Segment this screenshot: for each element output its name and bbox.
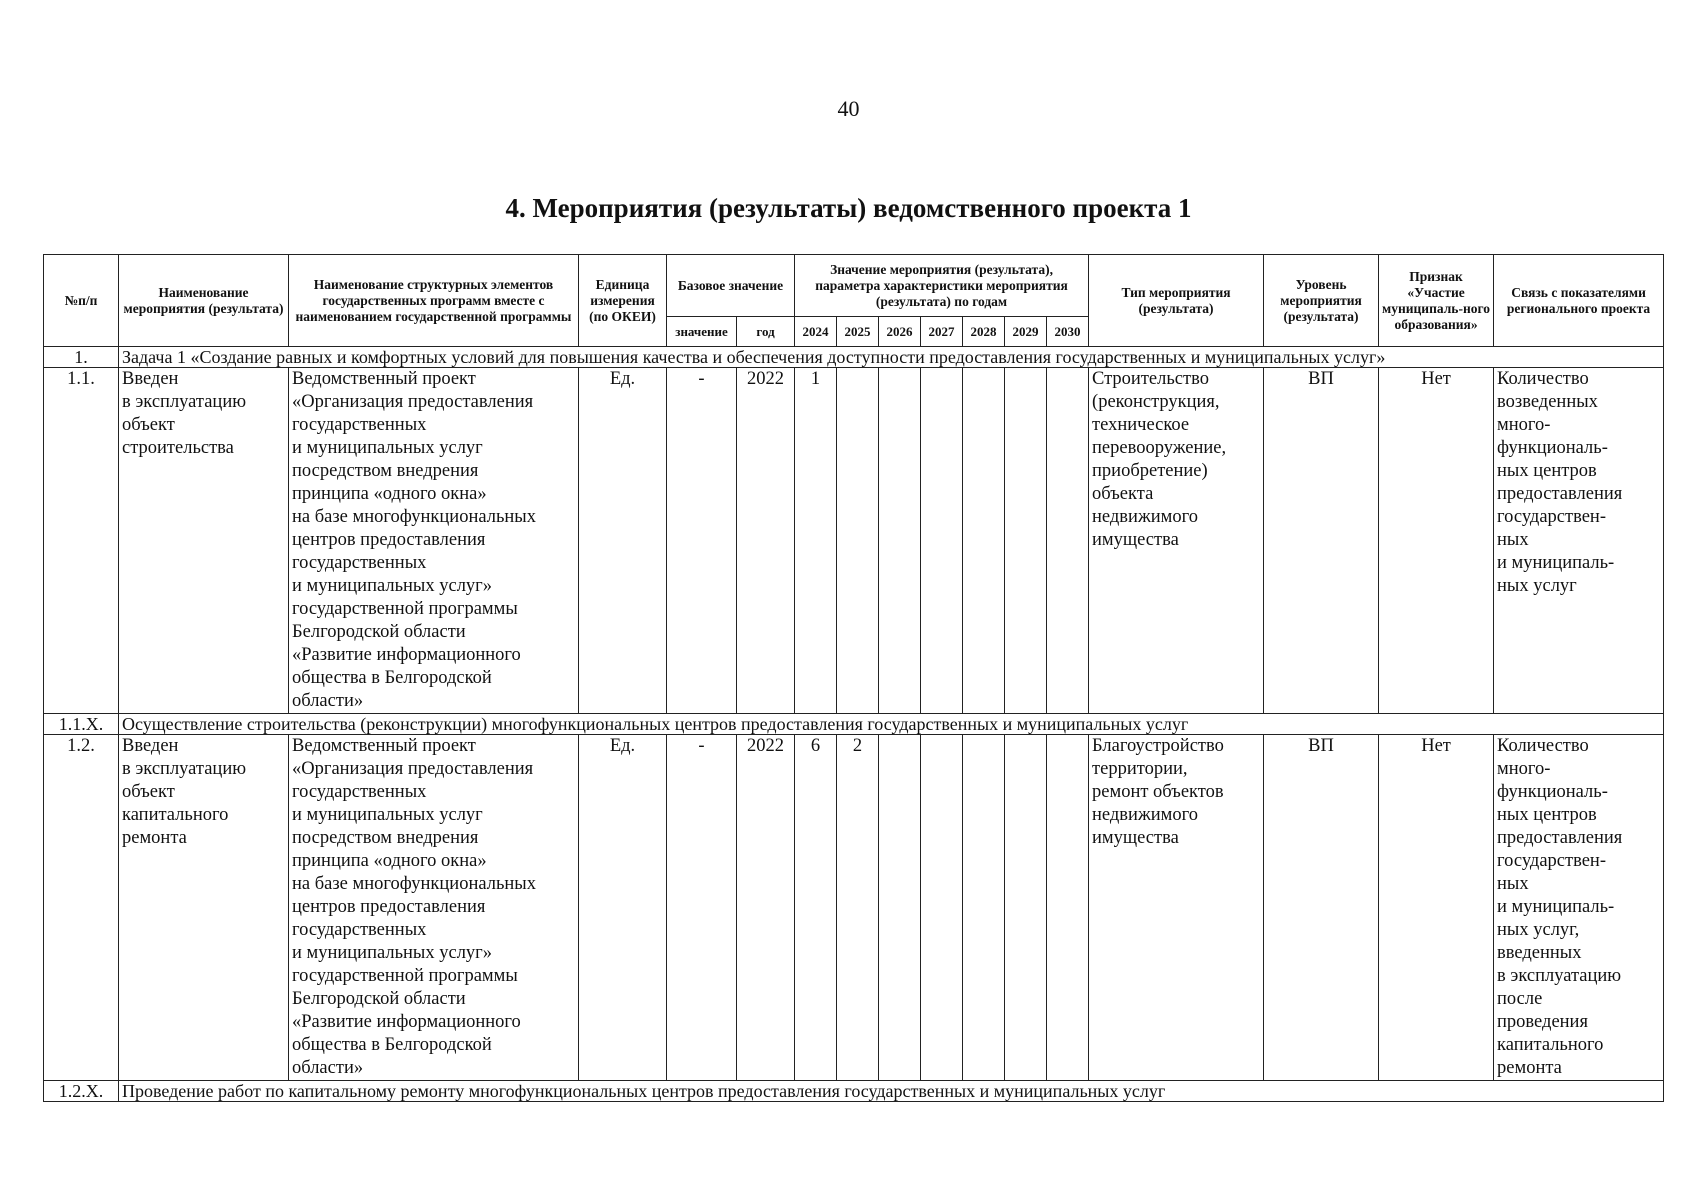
text-line: посредством внедрения	[292, 461, 479, 481]
year-value-2028	[963, 735, 1005, 1081]
text-line: принципа «одного окна»	[292, 851, 487, 871]
table-row	[44, 368, 1664, 714]
text-line: и муниципальных услуг»	[292, 943, 493, 963]
base-year: 2022	[737, 368, 795, 714]
text-line: Ведомственный проект	[292, 736, 476, 756]
header-base: Базовое значение	[667, 255, 795, 317]
header-base-value: значение	[667, 317, 737, 347]
text-line: ных услуг	[1497, 576, 1577, 596]
table-row	[44, 714, 1664, 735]
text-line: и муниципальных услуг	[292, 438, 483, 458]
text-line: объекта	[1092, 484, 1154, 504]
text-line: государственной программы	[292, 599, 518, 619]
text-line: области»	[292, 1058, 364, 1078]
header-year-2027: 2027	[921, 317, 963, 347]
text-line: в эксплуатацию	[1497, 966, 1622, 986]
text-line: государственных	[292, 920, 427, 940]
text-line: Благоустройство	[1092, 736, 1224, 756]
text-line: Введен	[122, 736, 179, 756]
text-line: много-	[1497, 759, 1551, 779]
text-line: объект	[122, 415, 175, 435]
text-line: ремонта	[122, 828, 187, 848]
result-level: ВП	[1264, 368, 1379, 714]
text-line: Строительство	[1092, 369, 1209, 389]
text-line: общества в Белгородской	[292, 668, 492, 688]
municipal-participation: Нет	[1379, 735, 1494, 1081]
row-number: 1.1.	[44, 368, 119, 714]
text-line: посредством внедрения	[292, 828, 479, 848]
text-line: области»	[292, 691, 364, 711]
text-line: Количество	[1497, 736, 1589, 756]
text-line: предоставления	[1497, 828, 1623, 848]
year-value-2026	[879, 368, 921, 714]
text-line: государственных	[292, 415, 427, 435]
header-year-2025: 2025	[837, 317, 879, 347]
header-years-group: Значение мероприятия (результата), параметра характеристики мероприятия (результата) по годам	[795, 255, 1089, 317]
header-num: №п/п	[44, 255, 119, 347]
header-year-2028: 2028	[963, 317, 1005, 347]
text-line: государствен-	[1497, 851, 1606, 871]
text-line: Количество	[1497, 369, 1589, 389]
text-line: строительства	[122, 438, 234, 458]
text-line: ных центров	[1497, 805, 1597, 825]
text-line: объект	[122, 782, 175, 802]
text-line: принципа «одного окна»	[292, 484, 487, 504]
text-line: общества в Белгородской	[292, 1035, 492, 1055]
row-number: 1.	[44, 347, 119, 368]
result-name	[119, 368, 289, 714]
header-link: Связь с показателями регионального проекта	[1494, 255, 1664, 347]
text-line: «Организация предоставления	[292, 392, 534, 412]
header-unit: Единица измерения (по ОКЕИ)	[579, 255, 667, 347]
header-base-year: год	[737, 317, 795, 347]
text-line: ных	[1497, 874, 1529, 894]
table-row	[44, 347, 1664, 368]
base-year: 2022	[737, 735, 795, 1081]
text-line: на базе многофункциональных	[292, 507, 536, 527]
header-name: Наименование мероприятия (результата)	[119, 255, 289, 347]
header-type: Тип мероприятия (результата)	[1089, 255, 1264, 347]
results-table	[43, 254, 1664, 1102]
result-name	[119, 735, 289, 1081]
task-text: Проведение работ по капитальному ремонту многофункциональных центров предоставления государственных и муниципальных услуг	[119, 1081, 1664, 1102]
text-line: много-	[1497, 415, 1551, 435]
year-value-2026	[879, 735, 921, 1081]
text-line: государственных	[292, 553, 427, 573]
table-row	[44, 735, 1664, 1081]
text-line: предоставления	[1497, 484, 1623, 504]
year-value-2029	[1005, 735, 1047, 1081]
text-line: функциональ-	[1497, 438, 1608, 458]
result-type	[1089, 368, 1264, 714]
year-value-2027	[921, 735, 963, 1081]
year-value-2028	[963, 368, 1005, 714]
year-value-2027	[921, 368, 963, 714]
text-line: ремонта	[1497, 1058, 1562, 1078]
regional-indicator-link	[1494, 735, 1664, 1081]
results-table-container	[43, 254, 1663, 1102]
text-line: в эксплуатацию	[122, 759, 247, 779]
header-level: Уровень мероприятия (результата)	[1264, 255, 1379, 347]
text-line: после	[1497, 989, 1543, 1009]
text-line: «Развитие информационного	[292, 1012, 521, 1032]
text-line: и муниципаль-	[1497, 553, 1615, 573]
text-line: возведенных	[1497, 392, 1598, 412]
text-line: перевооружение,	[1092, 438, 1227, 458]
text-line: «Развитие информационного	[292, 645, 521, 665]
task-text: Задача 1 «Создание равных и комфортных условий для повышения качества и обеспечения доступности предоставления государственных и муниципальных услуг»	[119, 347, 1664, 368]
year-value-2024: 6	[795, 735, 837, 1081]
base-value: -	[667, 368, 737, 714]
row-number: 1.1.X.	[44, 714, 119, 735]
text-line: (реконструкция,	[1092, 392, 1220, 412]
text-line: центров предоставления	[292, 897, 486, 917]
municipal-participation: Нет	[1379, 368, 1494, 714]
header-year-2026: 2026	[879, 317, 921, 347]
text-line: государствен-	[1497, 507, 1606, 527]
table-row	[44, 1081, 1664, 1102]
text-line: Белгородской области	[292, 989, 466, 1009]
result-type	[1089, 735, 1264, 1081]
text-line: и муниципаль-	[1497, 897, 1615, 917]
text-line: техническое	[1092, 415, 1190, 435]
text-line: Введен	[122, 369, 179, 389]
unit: Ед.	[579, 368, 667, 714]
text-line: ных услуг,	[1497, 920, 1580, 940]
text-line: на базе многофункциональных	[292, 874, 536, 894]
page-number: 40	[837, 96, 860, 121]
text-line: капитального	[1497, 1035, 1604, 1055]
text-line: государственных	[292, 782, 427, 802]
header-structural: Наименование структурных элементов государственных программ вместе с наименованием государственной программы	[289, 255, 579, 347]
text-line: Белгородской области	[292, 622, 466, 642]
text-line: имущества	[1092, 828, 1179, 848]
section-title: 4. Мероприятия (результаты) ведомственного проекта 1	[505, 193, 1192, 223]
year-value-2030	[1047, 735, 1089, 1081]
year-value-2029	[1005, 368, 1047, 714]
text-line: ных центров	[1497, 461, 1597, 481]
text-line: государственной программы	[292, 966, 518, 986]
year-value-2024: 1	[795, 368, 837, 714]
text-line: и муниципальных услуг	[292, 805, 483, 825]
text-line: центров предоставления	[292, 530, 486, 550]
result-level: ВП	[1264, 735, 1379, 1081]
year-value-2025: 2	[837, 735, 879, 1081]
header-municipal: Признак «Участие муниципаль-ного образования»	[1379, 255, 1494, 347]
text-line: имущества	[1092, 530, 1179, 550]
header-year-2030: 2030	[1047, 317, 1089, 347]
text-line: ных	[1497, 530, 1529, 550]
text-line: введенных	[1497, 943, 1582, 963]
text-line: ремонт объектов	[1092, 782, 1224, 802]
task-text: Осуществление строительства (реконструкции) многофункциональных центров предоставления государственных и муниципальных услуг	[119, 714, 1664, 735]
text-line: территории,	[1092, 759, 1188, 779]
row-number: 1.2.	[44, 735, 119, 1081]
structural-element	[289, 368, 579, 714]
text-line: недвижимого	[1092, 805, 1198, 825]
text-line: и муниципальных услуг»	[292, 576, 493, 596]
year-value-2030	[1047, 368, 1089, 714]
text-line: приобретение)	[1092, 461, 1208, 481]
text-line: в эксплуатацию	[122, 392, 247, 412]
row-number: 1.2.X.	[44, 1081, 119, 1102]
unit: Ед.	[579, 735, 667, 1081]
text-line: «Организация предоставления	[292, 759, 534, 779]
header-year-2029: 2029	[1005, 317, 1047, 347]
text-line: капитального	[122, 805, 229, 825]
structural-element	[289, 735, 579, 1081]
text-line: Ведомственный проект	[292, 369, 476, 389]
year-value-2025	[837, 368, 879, 714]
base-value: -	[667, 735, 737, 1081]
header-year-2024: 2024	[795, 317, 837, 347]
text-line: недвижимого	[1092, 507, 1198, 527]
text-line: проведения	[1497, 1012, 1588, 1032]
regional-indicator-link	[1494, 368, 1664, 714]
text-line: функциональ-	[1497, 782, 1608, 802]
